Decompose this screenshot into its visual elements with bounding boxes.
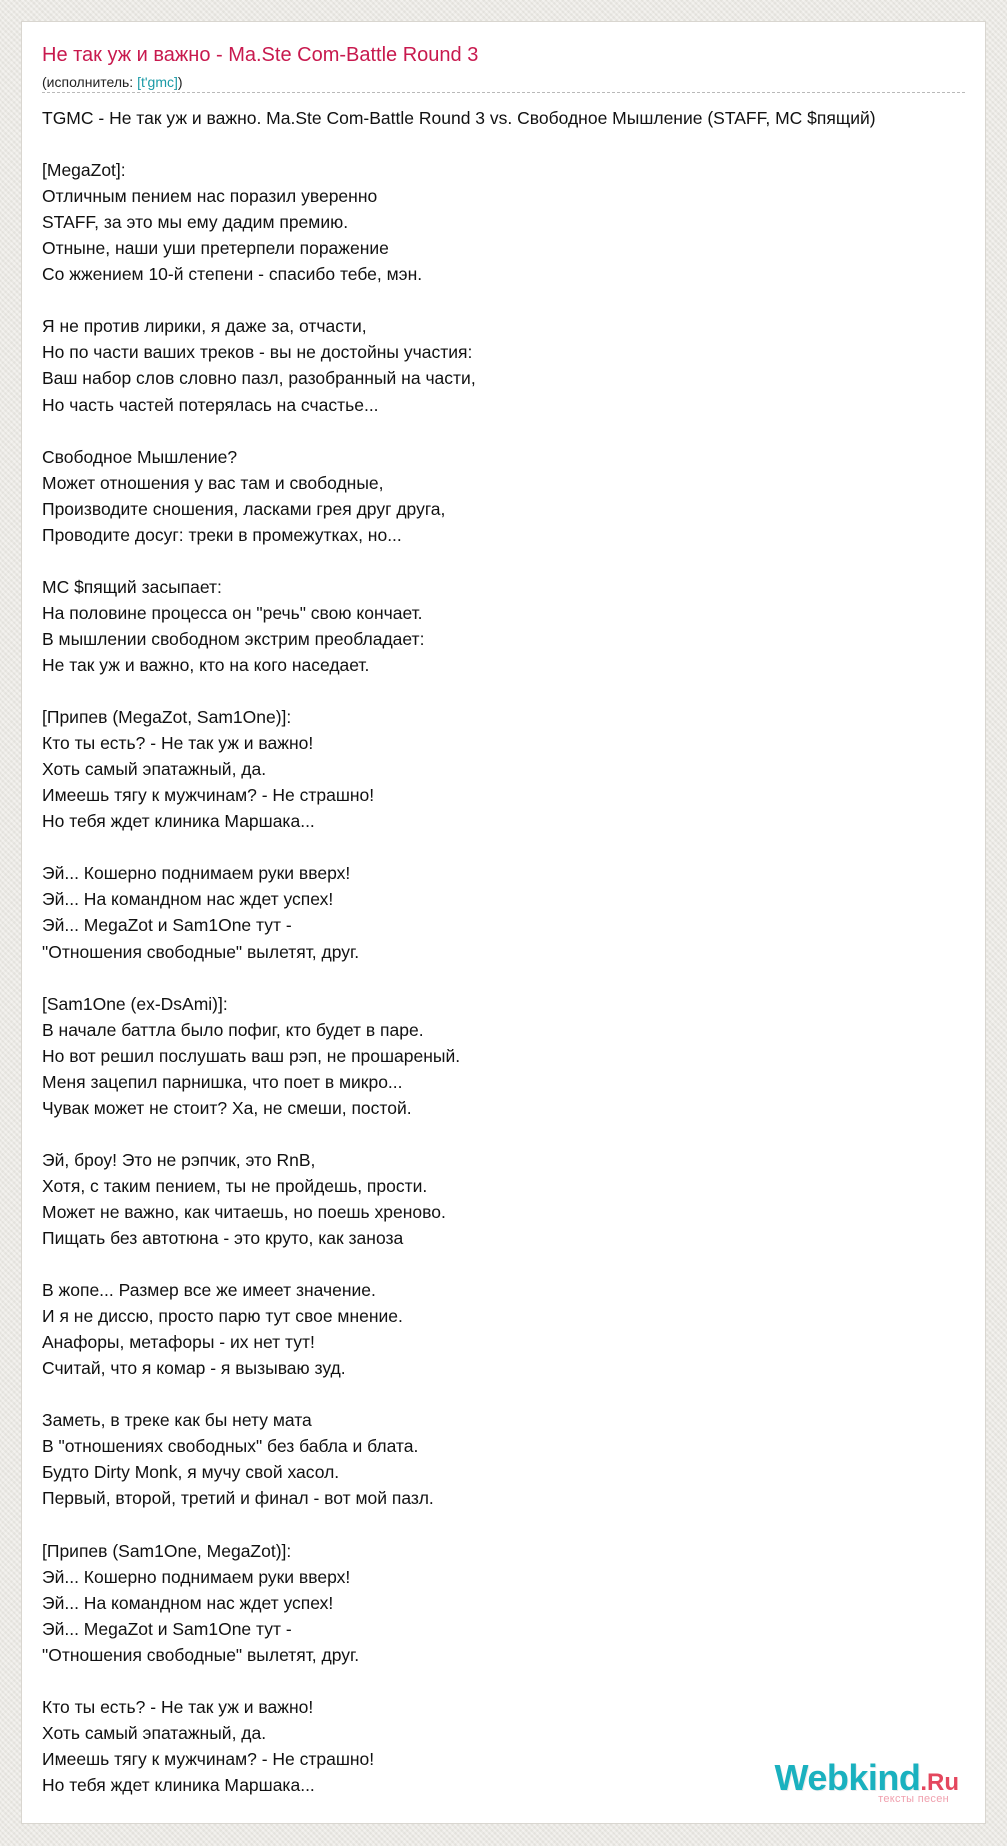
lyric-line [42, 965, 986, 991]
lyric-line [42, 131, 986, 157]
lyric-line: В "отношениях свободных" без бабла и блата. [42, 1436, 419, 1457]
lyric-line: Эй... На командном нас ждет успех! [42, 889, 334, 910]
lyric-line: Может отношения у вас там и свободные, [42, 472, 384, 493]
lyric-line: Кто ты есть? - Не так уж и важно! [42, 733, 314, 754]
lyrics-page [21, 21, 986, 1824]
lyric-line: STAFF, за это мы ему дадим премию. [42, 212, 349, 233]
lyric-line: В мышлении свободном экстрим преобладает: [42, 628, 425, 649]
artist-line [42, 74, 965, 93]
lyric-line: В жопе... Размер все же имеет значение. [42, 1280, 376, 1301]
lyric-line: Но часть частей потерялась на счастье... [42, 394, 379, 415]
lyric-line: Считай, что я комар - я вызываю зуд. [42, 1358, 346, 1379]
lyric-line: "Отношения свободные" вылетят, друг. [42, 1644, 360, 1665]
lyric-line [42, 1121, 986, 1147]
lyric-line: Но по части ваших треков - вы не достойны участия: [42, 342, 473, 363]
lyric-line [42, 1668, 986, 1694]
logo-main-text: Webkind [774, 1757, 921, 1798]
lyric-line: Я не против лирики, я даже за, отчасти, [42, 316, 367, 337]
lyric-line [42, 678, 986, 704]
artist-prefix: (исполнитель: [42, 74, 138, 90]
lyric-line: Эй, броу! Это не рэпчик, это RnB, [42, 1149, 316, 1170]
lyric-line: Эй... Кошерно поднимаем руки вверх! [42, 1566, 351, 1587]
lyric-line: TGMC - Не так уж и важно. Ma.Ste Com-Battle Round 3 vs. Свободное Мышление (STAFF, MC $пящий) [42, 108, 876, 128]
lyric-line: Первый, второй, третий и финал - вот мой пазл. [42, 1488, 434, 1509]
lyric-line: "Отношения свободные" вылетят, друг. [42, 941, 360, 962]
lyric-line: Эй... Кошерно поднимаем руки вверх! [42, 863, 351, 884]
lyric-line: Свободное Мышление? [42, 446, 238, 467]
lyric-line: [Припев (MegaZot, Sam1One)]: [42, 707, 292, 728]
lyric-line: Ваш набор слов словно пазл, разобранный на части, [42, 368, 476, 389]
lyric-line: И я не диссю, просто парю тут свое мнение. [42, 1306, 403, 1327]
lyric-line: Эй... MegaZot и Sam1One тут - [42, 915, 292, 936]
lyric-line: [Sam1One (ex-DsAmi)]: [42, 993, 228, 1014]
lyric-line: В начале баттла было пофиг, кто будет в паре. [42, 1019, 424, 1040]
lyric-line: Эй... MegaZot и Sam1One тут - [42, 1618, 292, 1639]
lyric-line [42, 834, 986, 860]
lyric-line: Хоть самый эпатажный, да. [42, 759, 267, 780]
artist-suffix: ) [177, 74, 183, 90]
song-title: Не так уж и важно - Ma.Ste Com-Battle Round 3 [42, 44, 479, 66]
lyric-line: MC $пящий засыпает: [42, 576, 222, 597]
lyric-line [42, 1512, 986, 1538]
lyric-line [42, 548, 986, 574]
lyric-line: Меня зацепил парнишка, что поет в микро... [42, 1071, 403, 1092]
lyric-line: Проводите досуг: треки в промежутках, но... [42, 524, 402, 545]
lyric-line: Заметь, в треке как бы нету мата [42, 1410, 312, 1431]
lyric-line: Но вот решил послушать ваш рэп, не прошареный. [42, 1045, 461, 1066]
lyric-line: Отличным пением нас поразил уверенно [42, 186, 378, 207]
lyric-line [42, 418, 986, 444]
lyric-line [42, 1251, 986, 1277]
lyric-line [42, 287, 986, 313]
lyric-line: Производите сношения, ласками грея друг друга, [42, 498, 446, 519]
lyric-line: Но тебя ждет клиника Маршака... [42, 811, 315, 832]
lyric-line: Чувак может не стоит? Ха, не смеши, постой. [42, 1097, 412, 1118]
lyric-line: Но тебя ждет клиника Маршака... [42, 1775, 315, 1795]
lyric-line: На половине процесса он "речь" свою кончает. [42, 602, 423, 623]
logo-subtitle: тексты песен [878, 1793, 949, 1805]
lyric-line: Пищать без автотюна - это круто, как заноза [42, 1228, 404, 1249]
lyric-line: [MegaZot]: [42, 160, 126, 181]
lyric-line: Анафоры, метафоры - их нет тут! [42, 1332, 315, 1353]
lyric-line: Будто Dirty Monk, я мучу свой хасол. [42, 1462, 340, 1483]
lyric-line: Со жжением 10-й степени - спасибо тебе, мэн. [42, 264, 423, 285]
artist-link[interactable]: [t'gmc] [137, 74, 178, 90]
lyric-line: Не так уж и важно, кто на кого наседает. [42, 654, 370, 675]
lyric-line: Кто ты есть? - Не так уж и важно! [42, 1696, 314, 1717]
lyric-line [42, 1381, 986, 1407]
lyrics-text [42, 105, 986, 1798]
lyric-line: Эй... На командном нас ждет успех! [42, 1592, 334, 1613]
lyric-line: Может не важно, как читаешь, но поешь хреново. [42, 1201, 446, 1222]
lyric-line: Хотя, с таким пением, ты не пройдешь, прости. [42, 1175, 428, 1196]
logo-tld-text: .Ru [920, 1769, 959, 1796]
lyric-line: [Припев (Sam1One, MegaZot)]: [42, 1540, 292, 1561]
lyric-line: Имеешь тягу к мужчинам? - Не страшно! [42, 1748, 375, 1769]
lyric-line: Отныне, наши уши претерпели поражение [42, 238, 389, 259]
lyric-line: Хоть самый эпатажный, да. [42, 1722, 267, 1743]
lyric-line: Имеешь тягу к мужчинам? - Не страшно! [42, 785, 375, 806]
webkind-logo [774, 1757, 959, 1805]
